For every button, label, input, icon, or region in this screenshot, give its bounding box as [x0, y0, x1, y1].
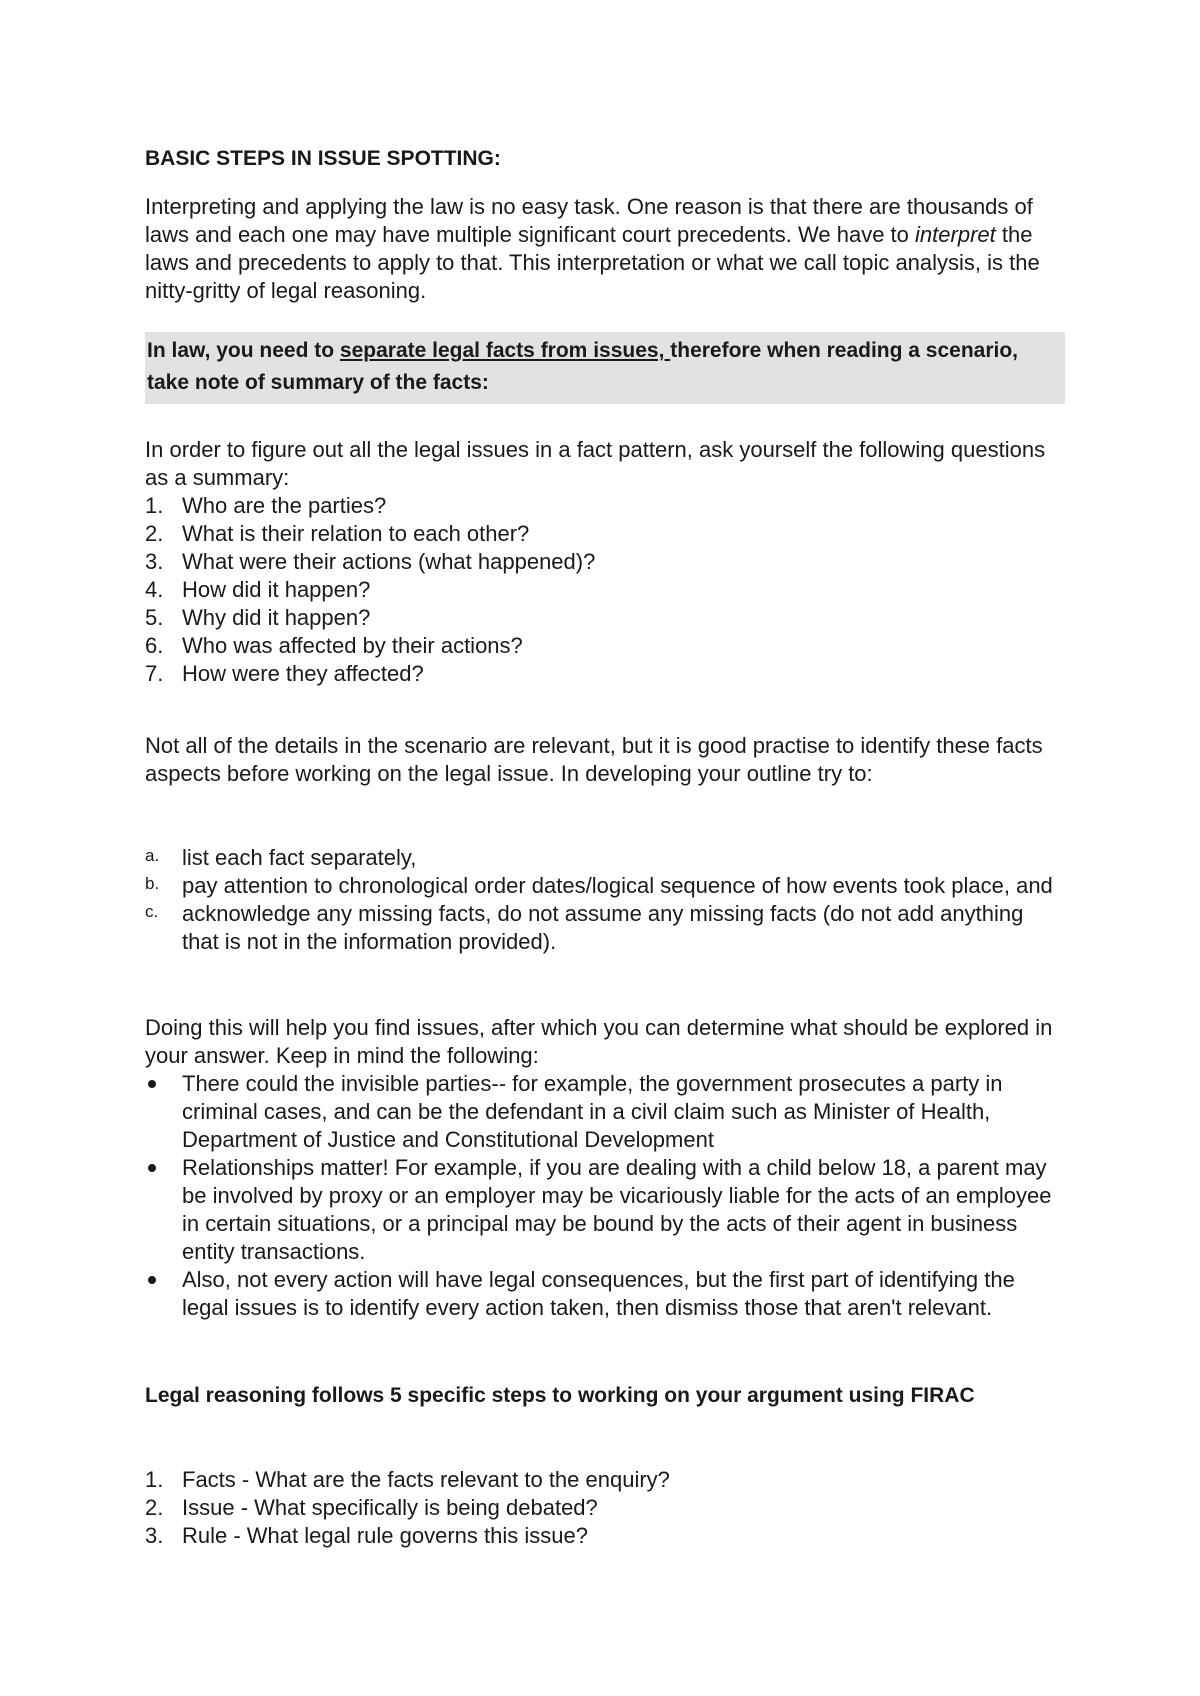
intro-paragraph: [145, 193, 1065, 305]
callout-text-part2: therefore when reading a scenario, take note of summary of the facts:: [147, 339, 1019, 394]
callout-box: [145, 332, 1065, 404]
firac-steps-list: [145, 1466, 1065, 1550]
details-paragraph: Not all of the details in the scenario are relevant, but it is good practise to identify these facts aspects before working on the legal issue. In developing your outline try to:: [145, 733, 1043, 786]
list-letter: a.: [145, 846, 160, 865]
intro-text-part2: the laws and precedents to apply to that. This interpretation or what we call topic analysis, is the nitty-gritty of legal reasoning.: [145, 222, 1040, 303]
list-item: [145, 1266, 1065, 1322]
list-item: [145, 844, 1065, 872]
list-item: [145, 1494, 1065, 1522]
bullet-icon: [148, 1164, 156, 1172]
list-item-text: Facts - What are the facts relevant to the enquiry?: [182, 1467, 670, 1492]
list-item-text: What is their relation to each other?: [182, 521, 530, 546]
page-title: BASIC STEPS IN ISSUE SPOTTING:: [145, 147, 501, 170]
questions-list: [145, 492, 1065, 688]
list-item: [145, 604, 1065, 632]
bullet-icon: [148, 1080, 156, 1088]
list-item: [145, 900, 1065, 956]
list-number: 3.: [145, 1523, 164, 1548]
list-item: [145, 1522, 1065, 1550]
list-item-text: Who was affected by their actions?: [182, 633, 523, 658]
list-item: [145, 632, 1065, 660]
list-number: 5.: [145, 605, 164, 630]
list-item-text: Issue - What specifically is being debated?: [182, 1495, 598, 1520]
outline-steps-list: [145, 844, 1065, 956]
list-item: [145, 660, 1065, 688]
list-item-text: list each fact separately,: [182, 845, 417, 870]
list-number: 1.: [145, 1467, 164, 1492]
callout-underlined: separate legal facts from issues,: [339, 339, 671, 362]
intro-emphasis: interpret: [915, 222, 996, 247]
list-letter: b.: [145, 874, 160, 893]
list-item-text: acknowledge any missing facts, do not assume any missing facts (do not add anything that is not in the information provided).: [182, 901, 1024, 954]
section-heading: Legal reasoning follows 5 specific steps to working on your argument using FIRAC: [145, 1384, 975, 1407]
list-number: 7.: [145, 661, 164, 686]
considerations-list: [145, 1070, 1065, 1322]
list-number: 1.: [145, 493, 164, 518]
list-number: 4.: [145, 577, 164, 602]
list-item: [145, 872, 1065, 900]
questions-intro: In order to figure out all the legal issues in a fact pattern, ask yourself the following questions as a summary:: [145, 437, 1046, 490]
intro-text-part1: Interpreting and applying the law is no easy task. One reason is that there are thousands of laws and each one may have multiple significant court precedents. We have to: [145, 194, 1033, 247]
list-item: [145, 520, 1065, 548]
list-item: [145, 576, 1065, 604]
callout-text-part1: In law, you need to: [147, 339, 340, 362]
list-number: 2.: [145, 1495, 164, 1520]
list-letter: c.: [145, 902, 159, 921]
list-number: 6.: [145, 633, 164, 658]
list-item-text: Why did it happen?: [182, 605, 371, 630]
list-item: [145, 548, 1065, 576]
list-item: [145, 1070, 1065, 1154]
list-item-text: Rule - What legal rule governs this issue?: [182, 1523, 588, 1548]
list-item-text: How were they affected?: [182, 661, 424, 686]
list-item: [145, 1154, 1065, 1266]
list-item: [145, 492, 1065, 520]
list-item: [145, 1466, 1065, 1494]
list-item-text: There could the invisible parties-- for example, the government prosecutes a party in criminal cases, and can be the defendant in a civil claim such as Minister of Health, Department of Justice and Constitutional Development: [182, 1071, 1003, 1152]
doing-paragraph: Doing this will help you find issues, after which you can determine what should be explored in your answer. Keep in mind the following:: [145, 1015, 1053, 1068]
list-item-text: How did it happen?: [182, 577, 371, 602]
list-item-text: Relationships matter! For example, if you are dealing with a child below 18, a parent may be involved by proxy or an employer may be vicariously liable for the acts of an employee in certain situations, or a principal may be bound by the acts of their agent in business entity transactions.: [182, 1155, 1052, 1264]
bullet-icon: [148, 1276, 156, 1284]
list-item-text: pay attention to chronological order dates/logical sequence of how events took place, and: [182, 873, 1053, 898]
list-item-text: Who are the parties?: [182, 493, 387, 518]
list-item-text: What were their actions (what happened)?: [182, 549, 596, 574]
list-number: 3.: [145, 549, 164, 574]
list-number: 2.: [145, 521, 164, 546]
list-item-text: Also, not every action will have legal consequences, but the first part of identifying the legal issues is to identify every action taken, then dismiss those that aren't relevant.: [182, 1267, 1015, 1320]
